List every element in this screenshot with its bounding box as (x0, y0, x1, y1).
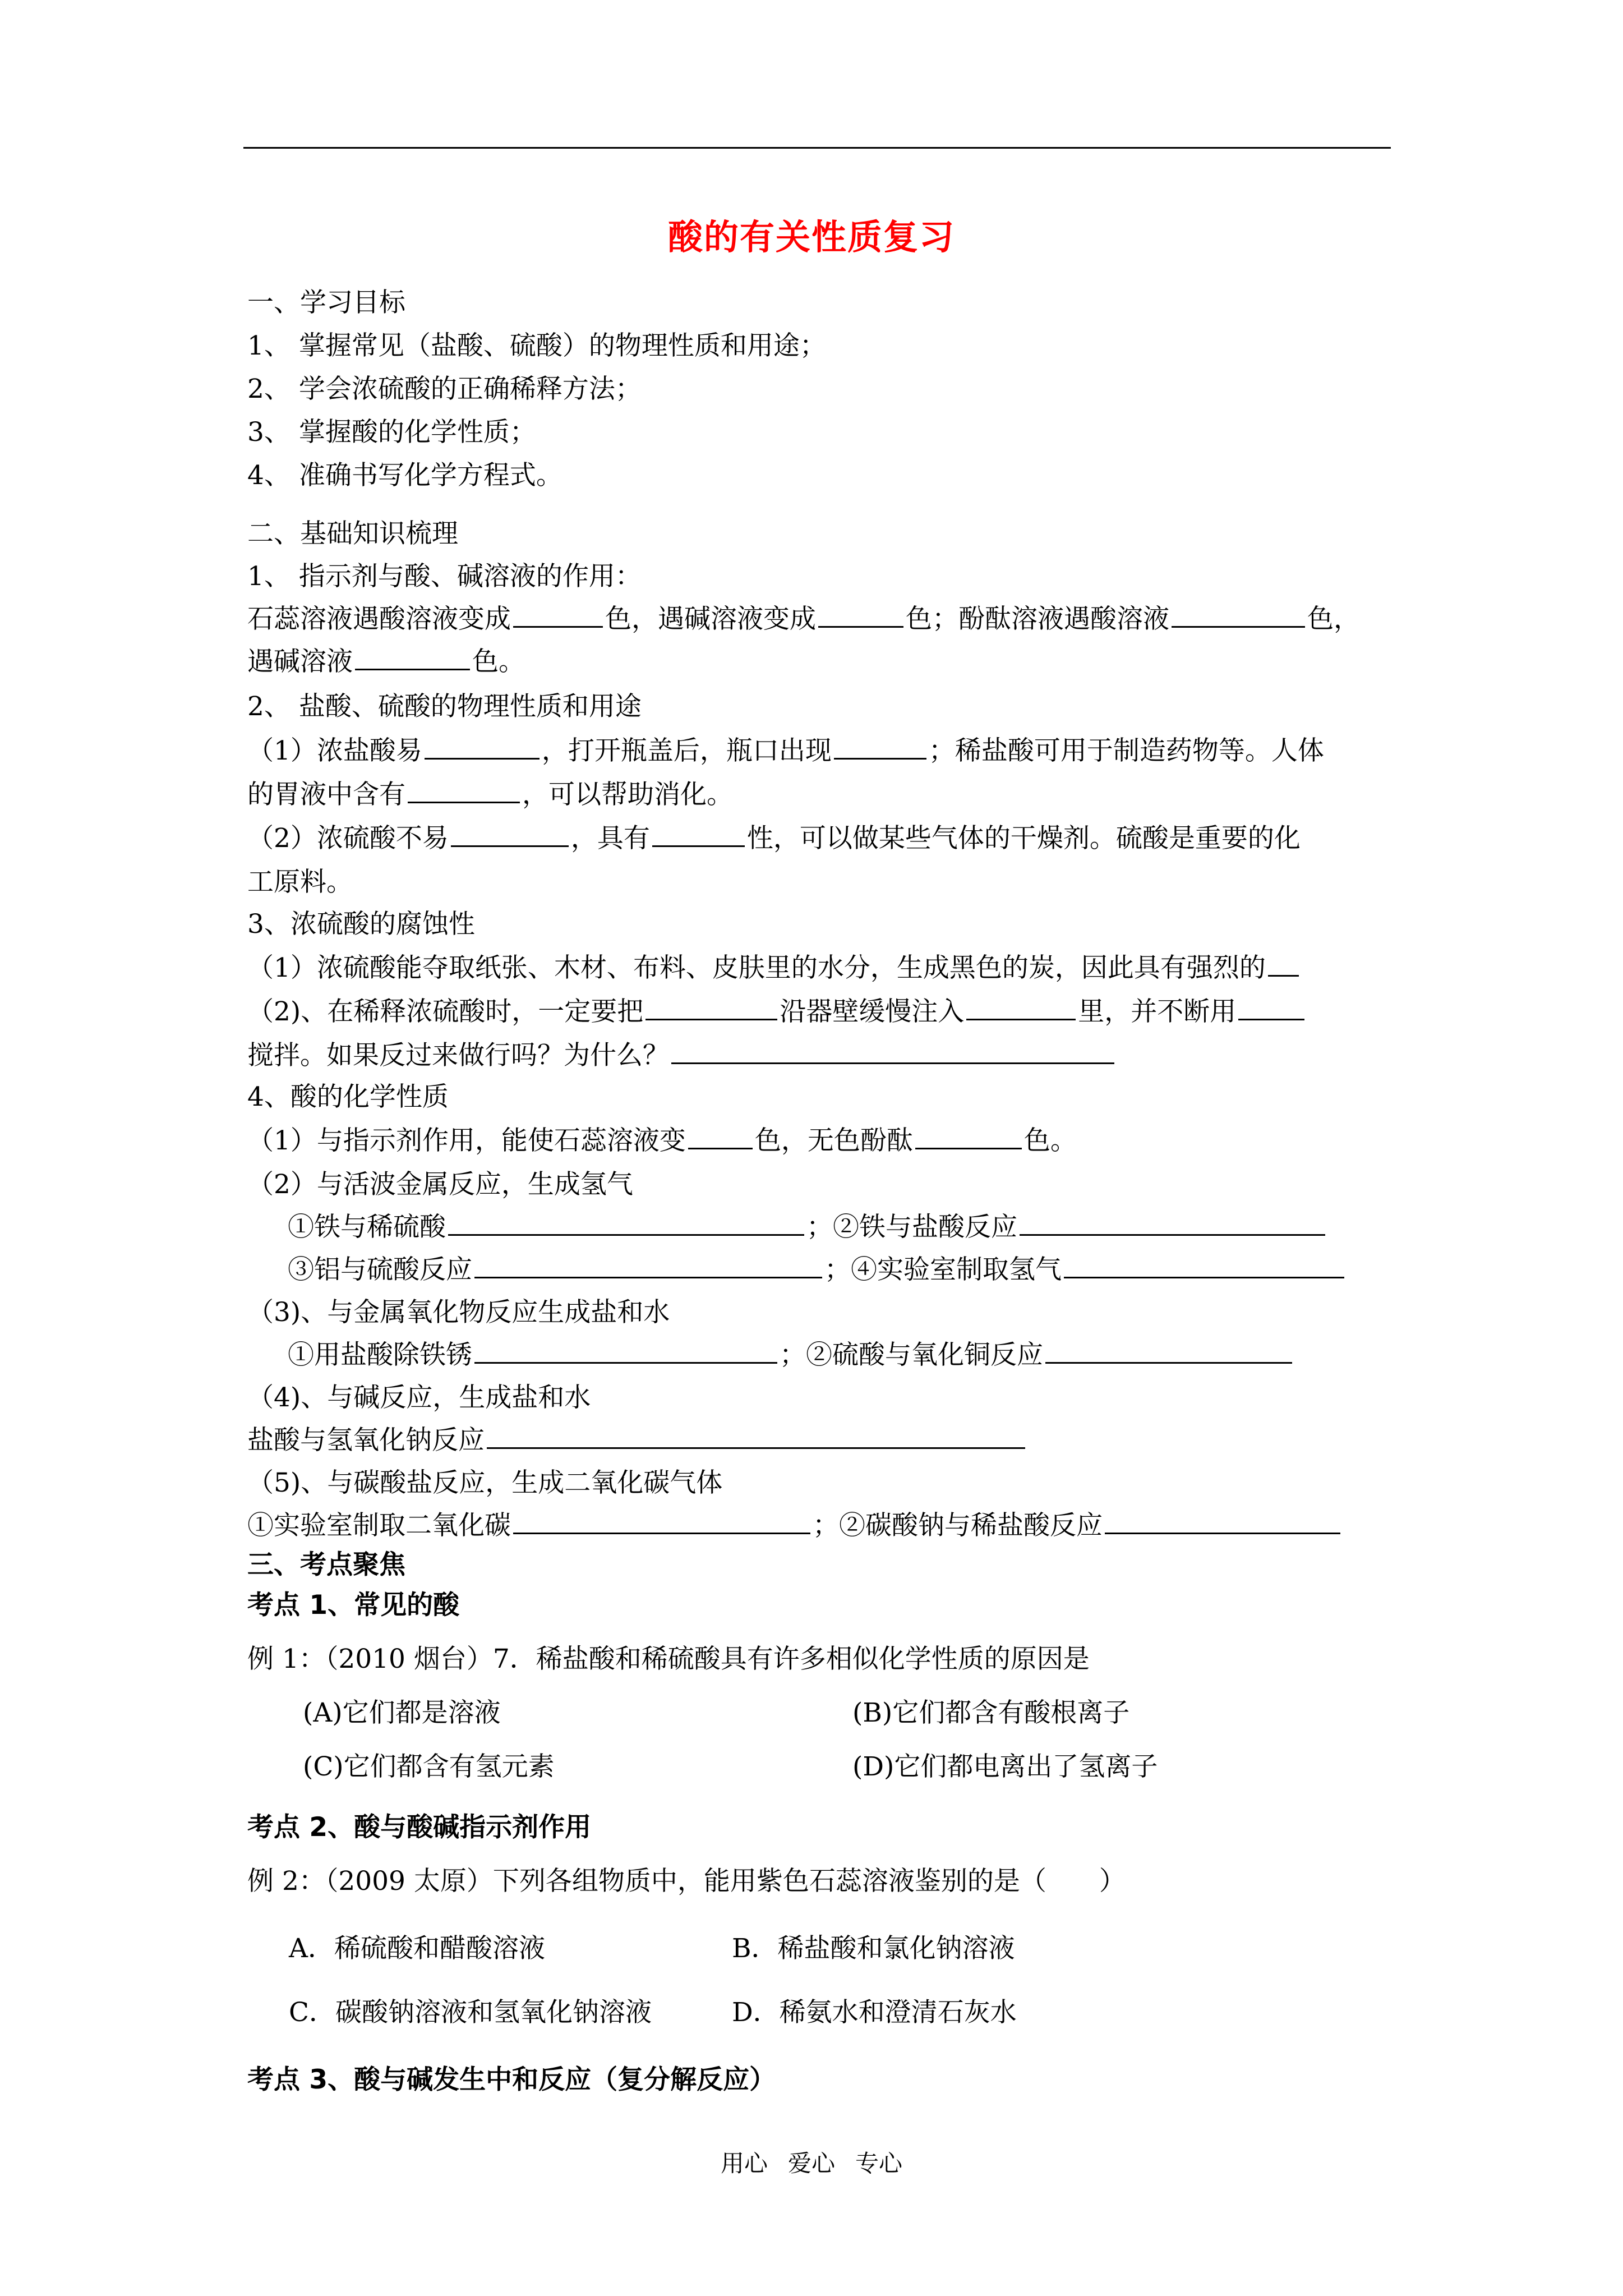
fill-blank[interactable] (451, 821, 569, 847)
fill-blank[interactable] (671, 1038, 1114, 1064)
kaodian-1: 考点 1、常见的酸 (247, 1590, 460, 1621)
fill-blank[interactable] (1064, 1252, 1344, 1278)
fill-blank[interactable] (513, 1508, 810, 1534)
h2so4-line-2: 工原料。 (247, 867, 353, 898)
physical-title: 2、 盐酸、硫酸的物理性质和用途 (247, 691, 642, 722)
oxide-reaction-line: ①用盐酸除铁锈 ；②硫酸与氧化铜反应 (288, 1337, 1294, 1373)
indicator-line-2: 遇碱溶液 色。 (247, 644, 525, 680)
fill-blank[interactable] (487, 1423, 1025, 1449)
page-title: 酸的有关性质复习 (667, 217, 955, 257)
metal-reaction-line-2: ③铝与硫酸反应 ；④实验室制取氢气 (288, 1252, 1347, 1288)
goal-item-2: 2、 学会浓硫酸的正确稀释方法； (247, 374, 642, 404)
fill-blank[interactable] (1268, 950, 1299, 977)
fill-blank[interactable] (1045, 1337, 1292, 1364)
fill-blank[interactable] (408, 777, 520, 803)
oxide-reaction-title: （3)、与金属氧化物反应生成盐和水 (247, 1297, 670, 1328)
base-reaction-line: 盐酸与氢氧化钠反应 (247, 1423, 1027, 1458)
fill-blank[interactable] (1172, 601, 1305, 628)
header-rule (243, 147, 1391, 149)
fill-blank[interactable] (645, 994, 777, 1020)
ex2-option-a[interactable]: A．稀硫酸和醋酸溶液 (289, 1933, 545, 1964)
fill-blank[interactable] (915, 1123, 1022, 1149)
goal-item-1: 1、 掌握常见（盐酸、硫酸）的物理性质和用途； (247, 330, 826, 361)
ex1-option-c[interactable]: (C)它们都含有氢元素 (303, 1751, 555, 1782)
section1-heading: 一、学习目标 (247, 287, 405, 318)
fill-blank[interactable] (448, 1209, 804, 1236)
corrosive-line-1: （1）浓硫酸能夺取纸张、木材、布料、皮肤里的水分，生成黑色的炭，因此具有强烈的 (247, 950, 1301, 986)
fill-blank[interactable] (966, 994, 1076, 1020)
hcl-line-1: （1）浓盐酸易 ，打开瓶盖后，瓶口出现 ；稀盐酸可用于制造药物等。人体 (247, 733, 1324, 769)
fill-blank[interactable] (474, 1252, 822, 1278)
ex2-option-b[interactable]: B．稀盐酸和氯化钠溶液 (732, 1933, 1015, 1964)
carbonate-reaction-title: （5)、与碳酸盐反应，生成二氧化碳气体 (247, 1467, 723, 1498)
page-footer: 用心 爱心 专心 (720, 2150, 903, 2177)
corrosive-title: 3、浓硫酸的腐蚀性 (247, 909, 475, 940)
dilution-line-1: （2)、在稀释浓硫酸时，一定要把 沿器壁缓慢注入 里，并不断用 (247, 994, 1307, 1030)
example-2: 例 2：（2009 太原）下列各组物质中，能用紫色石蕊溶液鉴别的是（ ） (247, 1866, 1126, 1897)
fill-blank[interactable] (355, 644, 470, 670)
example-1: 例 1：（2010 烟台）7．稀盐酸和稀硫酸具有许多相似化学性质的原因是 (247, 1644, 1090, 1674)
ex2-option-c[interactable]: C．碳酸钠溶液和氢氧化钠溶液 (289, 1997, 652, 2028)
fill-blank[interactable] (474, 1337, 777, 1364)
kaodian-3: 考点 3、酸与碱发生中和反应（复分解反应） (247, 2064, 776, 2095)
ex1-option-b[interactable]: (B)它们都含有酸根离子 (852, 1697, 1130, 1728)
metal-reaction-title: （2）与活波金属反应，生成氢气 (247, 1169, 633, 1200)
fill-blank[interactable] (1020, 1209, 1325, 1236)
fill-blank[interactable] (1238, 994, 1304, 1020)
section2-heading: 二、基础知识梳理 (247, 518, 458, 549)
metal-reaction-line-1: ①铁与稀硫酸 ；②铁与盐酸反应 (288, 1209, 1327, 1245)
goal-item-3: 3、 掌握酸的化学性质； (247, 417, 536, 448)
chem-indicator-line: （1）与指示剂作用，能使石蕊溶液变 色，无色酚酞 色。 (247, 1123, 1077, 1159)
chem-props-title: 4、酸的化学性质 (247, 1082, 449, 1112)
indicator-line-1: 石蕊溶液遇酸溶液变成 色，遇碱溶液变成 色；酚酞溶液遇酸溶液 色， (247, 601, 1360, 637)
ex1-option-d[interactable]: (D)它们都电离出了氢离子 (852, 1751, 1158, 1782)
h2so4-line-1: （2）浓硫酸不易 ，具有 性，可以做某些气体的干燥剂。硫酸是重要的化 (247, 821, 1301, 857)
fill-blank[interactable] (513, 601, 603, 628)
hcl-line-2: 的胃液中含有 ，可以帮助消化。 (247, 777, 733, 813)
indicator-title: 1、 指示剂与酸、碱溶液的作用： (247, 561, 642, 592)
fill-blank[interactable] (425, 733, 540, 760)
fill-blank[interactable] (1105, 1508, 1340, 1534)
goal-item-4: 4、 准确书写化学方程式。 (247, 460, 562, 491)
ex2-option-d[interactable]: D．稀氨水和澄清石灰水 (732, 1997, 1017, 2028)
kaodian-2: 考点 2、酸与酸碱指示剂作用 (247, 1812, 592, 1843)
carbonate-reaction-line: ①实验室制取二氧化碳 ；②碳酸钠与稀盐酸反应 (247, 1508, 1343, 1544)
fill-blank[interactable] (818, 601, 903, 628)
section3-heading: 三、考点聚焦 (247, 1549, 405, 1580)
fill-blank[interactable] (652, 821, 745, 847)
dilution-line-2: 搅拌。如果反过来做行吗？为什么？ (247, 1038, 1117, 1074)
fill-blank[interactable] (834, 733, 926, 760)
fill-blank[interactable] (688, 1123, 753, 1149)
base-reaction-title: （4)、与碱反应，生成盐和水 (247, 1382, 591, 1413)
ex1-option-a[interactable]: (A)它们都是溶液 (303, 1697, 501, 1728)
